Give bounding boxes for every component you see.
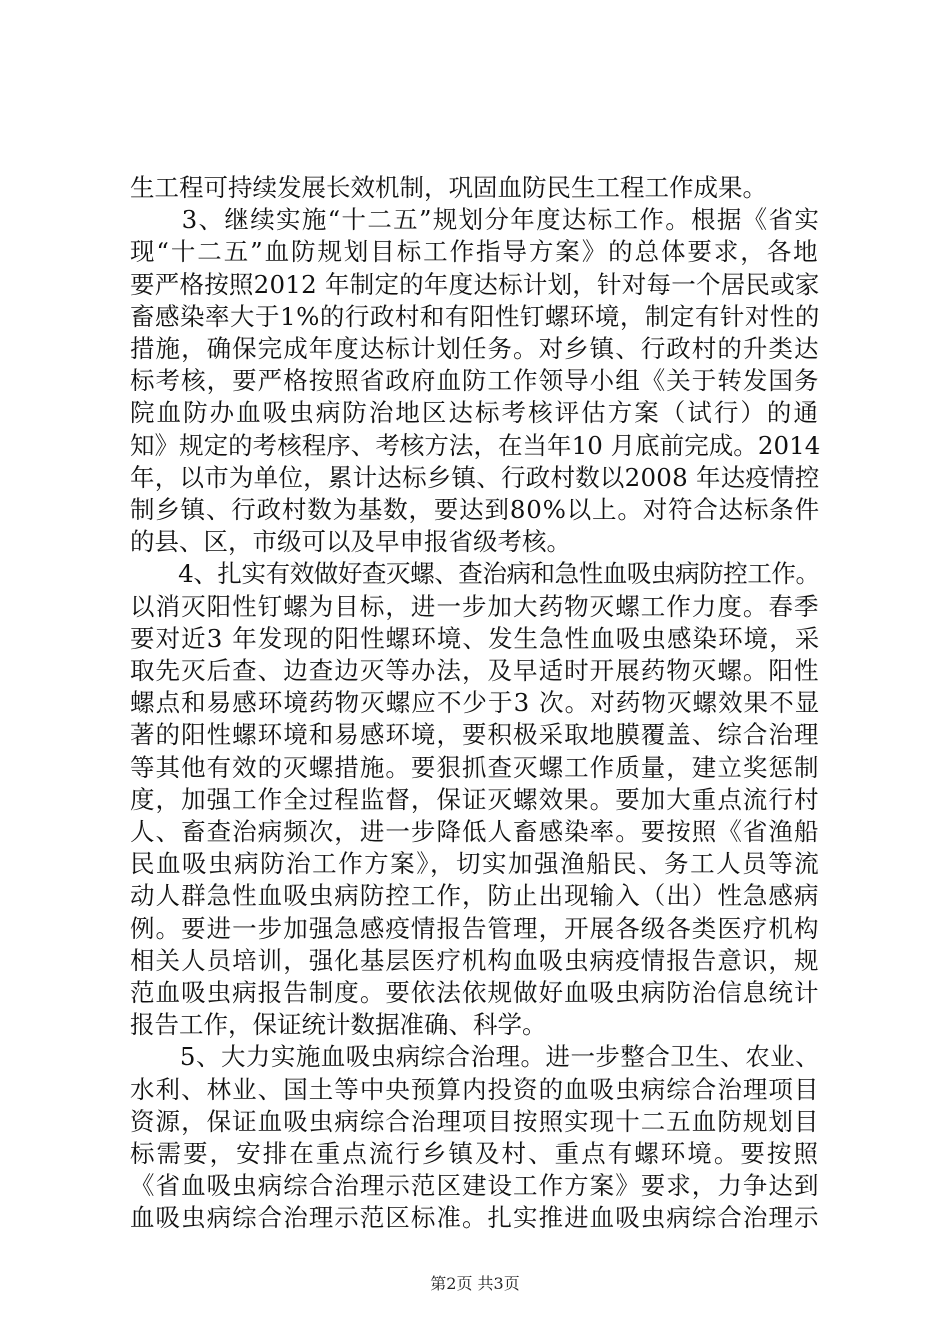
text-line: 著的阳性螺环境和易感环境，要积极采取地膜覆盖、综合治理 <box>130 720 820 750</box>
text-line: 要对近3 年发现的阳性螺环境、发生急性血吸虫感染环境，采 <box>130 623 821 653</box>
text-line: 《省血吸虫病综合治理示范区建设工作方案》要求，力争达到 <box>130 1171 820 1201</box>
text-line: 民血吸虫病防治工作方案》，切实加强渔船民、务工人员等流 <box>130 849 821 879</box>
text-line: 标需要，安排在重点流行乡镇及村、重点有螺环境。要按照 <box>130 1139 820 1168</box>
text-line: 血吸虫病综合治理示范区标准。扎实推进血吸虫病综合治理示 <box>130 1203 820 1233</box>
text-line: 度，加强工作全过程监督，保证灭螺效果。要加大重点流行村 <box>130 784 820 814</box>
text-line: 的县、区，市级可以及早申报省级考核。 <box>130 527 571 557</box>
text-line: 报告工作，保证统计数据准确、科学。 <box>130 1010 547 1040</box>
text-line: 取先灭后查、边查边灭等办法，及早适时开展药物灭螺。阳性 <box>130 656 820 685</box>
text-line: 等其他有效的灭螺措施。要狠抓查灭螺工作质量，建立奖惩制 <box>130 752 820 782</box>
text-line: 畜感染率大于1%的行政村和有阳性钉螺环境，制定有针对性的 <box>130 301 820 331</box>
text-line: 水利、林业、国土等中央预算内投资的血吸虫病综合治理项目 <box>130 1074 820 1104</box>
text-line: 标考核，要严格按照省政府血防工作领导小组《关于转发国务 <box>130 366 820 396</box>
text-line: 要严格按照2012 年制定的年度达标计划，针对每一个居民或家 <box>130 269 820 299</box>
text-line: 3、继续实施“十二五”规划分年度达标工作。根据《省实 <box>130 205 821 235</box>
text-line: 人、畜查治病频次，进一步降低人畜感染率。要按照《省渔船 <box>130 817 820 846</box>
text-line: 知》规定的考核程序、考核方法，在当年10 月底前完成。2014 <box>130 430 821 460</box>
text-line: 年，以市为单位，累计达标乡镇、行政村数以2008 年达疫情控 <box>130 462 820 492</box>
text-line: 院血防办血吸虫病防治地区达标考核评估方案（试行）的通 <box>130 398 820 428</box>
text-line: 以消灭阳性钉螺为目标，进一步加大药物灭螺工作力度。春季 <box>130 591 820 621</box>
text-line: 现“十二五”血防规划目标工作指导方案》的总体要求，各地 <box>130 237 820 267</box>
page-footer: 第2页 共3页 <box>430 1274 520 1293</box>
text-line: 螺点和易感环境药物灭螺应不少于3 次。对药物灭螺效果不显 <box>130 688 821 718</box>
text-line: 制乡镇、行政村数为基数，要达到80%以上。对符合达标条件 <box>130 495 820 524</box>
text-line: 4、扎实有效做好查灭螺、查治病和急性血吸虫病防控工作。 <box>130 559 820 589</box>
text-line: 例。要进一步加强急感疫情报告管理，开展各级各类医疗机构 <box>130 913 820 943</box>
text-line: 措施，确保完成年度达标计划任务。对乡镇、行政村的升类达 <box>130 334 820 363</box>
text-line: 生工程可持续发展长效机制，巩固血防民生工程工作成果。 <box>130 173 767 202</box>
text-line: 动人群急性血吸虫病防控工作，防止出现输入（出）性急感病 <box>130 881 820 911</box>
text-line: 资源，保证血吸虫病综合治理项目按照实现十二五血防规划目 <box>130 1106 820 1136</box>
text-line: 5、大力实施血吸虫病综合治理。进一步整合卫生、农业、 <box>130 1042 821 1072</box>
text-line: 范血吸虫病报告制度。要依法依规做好血吸虫病防治信息统计 <box>130 978 820 1007</box>
text-line: 相关人员培训，强化基层医疗机构血吸虫病疫情报告意识，规 <box>130 945 820 975</box>
